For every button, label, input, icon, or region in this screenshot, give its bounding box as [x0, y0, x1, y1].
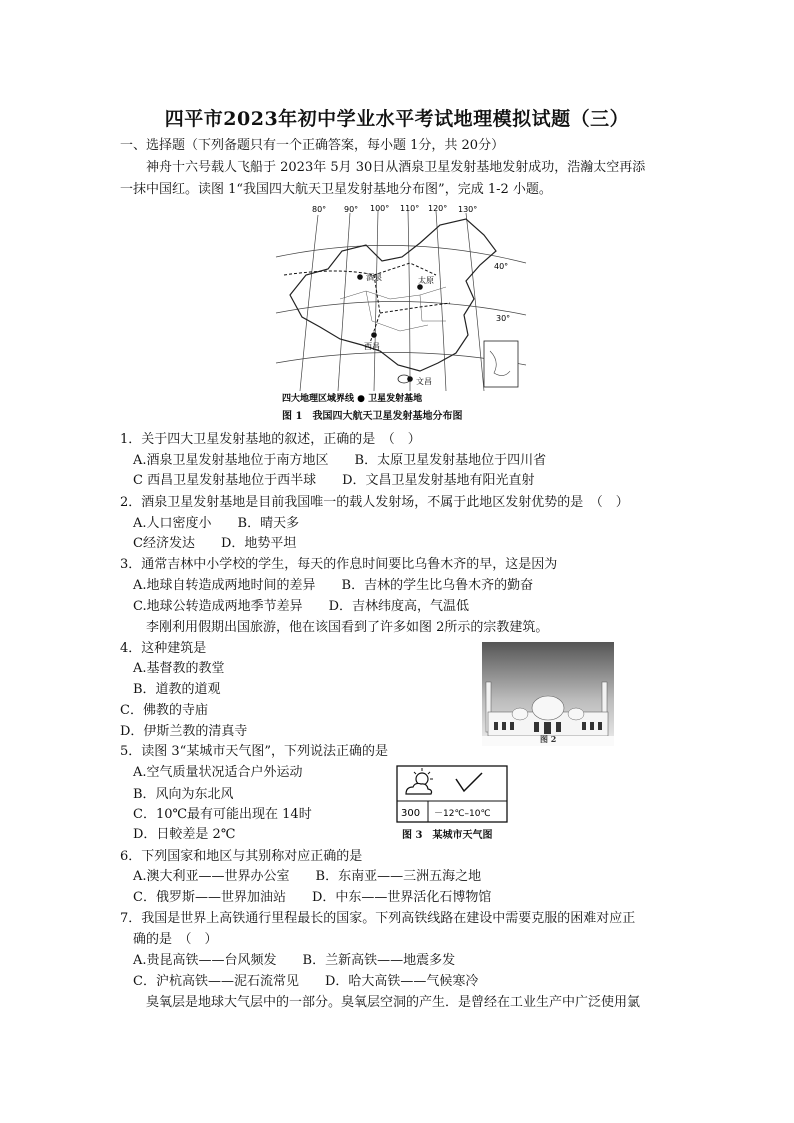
- option-line: C 西昌卫星发射基地位于西半球 D．文昌卫星发射基地有阳光直射: [120, 473, 535, 488]
- option-line: D．日較差是 2℃: [120, 827, 236, 842]
- option-line: C.地球公转造成两地季节差异 D．吉林纬度高，气温低: [120, 599, 470, 614]
- question-7: 7．我国是世界上高铁通行里程最长的国家。下列高铁线路在建设中需要克服的困难对应正: [120, 911, 636, 926]
- aqi-value: 300: [401, 808, 421, 819]
- question-2: 2．酒泉卫星发射基地是目前我国唯一的载人发射场，不属于此地区发射优势的是 （ ）: [120, 495, 629, 510]
- question-7-cont: 确的是 （ ）: [120, 932, 218, 947]
- site-taiyuan: 太原: [418, 276, 434, 285]
- passage-line: 臭氧层是地球大气层中的一部分。臭氧层空洞的产生．是曾经在工业生产中广泛使用氯: [120, 995, 641, 1010]
- option-line: A.酒泉卫星发射基地位于南方地区 B．太原卫星发射基地位于四川省: [120, 453, 547, 468]
- figure-1-map: [270, 203, 534, 423]
- site-jiuquan: 酒泉: [366, 273, 382, 282]
- map-legend: 四大地理区域界线 ● 卫星发射基地: [282, 394, 423, 404]
- temperature-range: －12℃–10℃: [434, 809, 491, 819]
- lon-label: 80°: [312, 205, 327, 214]
- option-line: B．风向为东北风: [120, 787, 234, 802]
- option-line: A.空气质量状况适合户外运动: [120, 765, 303, 780]
- option-line: A.地球自转造成两地时间的差异 B．吉林的学生比乌鲁木齐的勤奋: [120, 578, 534, 593]
- question-5: 5．读图 3“某城市天气图”，下列说法正确的是: [120, 744, 388, 759]
- figure-3-caption: 图 3 某城市天气图: [402, 830, 493, 841]
- lon-label: 120°: [428, 204, 448, 213]
- option-line: C．佛教的寺庙: [120, 703, 208, 718]
- lat-label: 30°: [496, 314, 511, 323]
- lon-label: 130°: [458, 205, 478, 214]
- option-line: C经济发达 D．地势平坦: [120, 536, 297, 551]
- option-line: A.贵昆高铁——台风频发 B．兰新高铁——地震多发: [120, 953, 456, 968]
- intro-line: 神舟十六号载人飞船于 2023年 5月 30日从酒泉卫星发射基地发射成功，浩瀚太空再添: [120, 160, 646, 175]
- option-line: C．俄罗斯——世界加油站 D．中东——世界活化石博物馆: [120, 890, 492, 905]
- question-6: 6．下列国家和地区与其别称对应正确的是: [120, 849, 363, 864]
- option-line: C．沪杭高铁——泥石流常见 D．哈大高铁——气候寒冷: [120, 974, 479, 989]
- figure-2-photo: [482, 642, 614, 746]
- lon-label: 90°: [344, 205, 359, 214]
- question-3: 3．通常吉林中小学校的学生，每天的作息时间要比乌鲁木齐的早，这是因为: [120, 557, 558, 572]
- question-1: 1．关于四大卫星发射基地的叙述，正确的是 （ ）: [120, 432, 421, 447]
- intro-line: 一抹中国红。读图 1“我国四大航天卫星发射基地分布图”，完成 1-2 小题。: [120, 182, 552, 197]
- question-4: 4．这种建筑是: [120, 641, 207, 656]
- option-line: A.基督教的教堂: [120, 661, 225, 676]
- lat-label: 40°: [494, 262, 509, 271]
- lon-label: 100°: [370, 204, 390, 213]
- figure-2-caption: 图 2: [540, 734, 557, 744]
- option-line: A.人口密度小 B．晴天多: [120, 516, 300, 531]
- option-line: B．道教的道观: [120, 682, 221, 697]
- site-xichang: 西昌: [364, 342, 380, 351]
- lon-label: 110°: [400, 204, 420, 213]
- site-wenchang: 文昌: [416, 377, 432, 386]
- option-line: C．10℃最有可能出现在 14时: [120, 807, 312, 822]
- option-line: A.澳大利亚——世界办公室 B．东南亚——三洲五海之地: [120, 869, 482, 884]
- figure-1-caption: 图 1 我国四大航天卫星发射基地分布图: [282, 411, 463, 422]
- page-title: 四平市2023年初中学业水平考试地理模拟试题（三）: [164, 108, 630, 130]
- option-line: D．伊斯兰教的清真寺: [120, 724, 248, 739]
- passage-line: 李刚利用假期出国旅游，他在该国看到了许多如图 2所示的宗教建筑。: [120, 620, 549, 635]
- section-heading: 一、选择题（下列备题只有一个正确答案，每小题 1分，共 20分）: [120, 138, 505, 153]
- figure-3-weather: [396, 765, 508, 823]
